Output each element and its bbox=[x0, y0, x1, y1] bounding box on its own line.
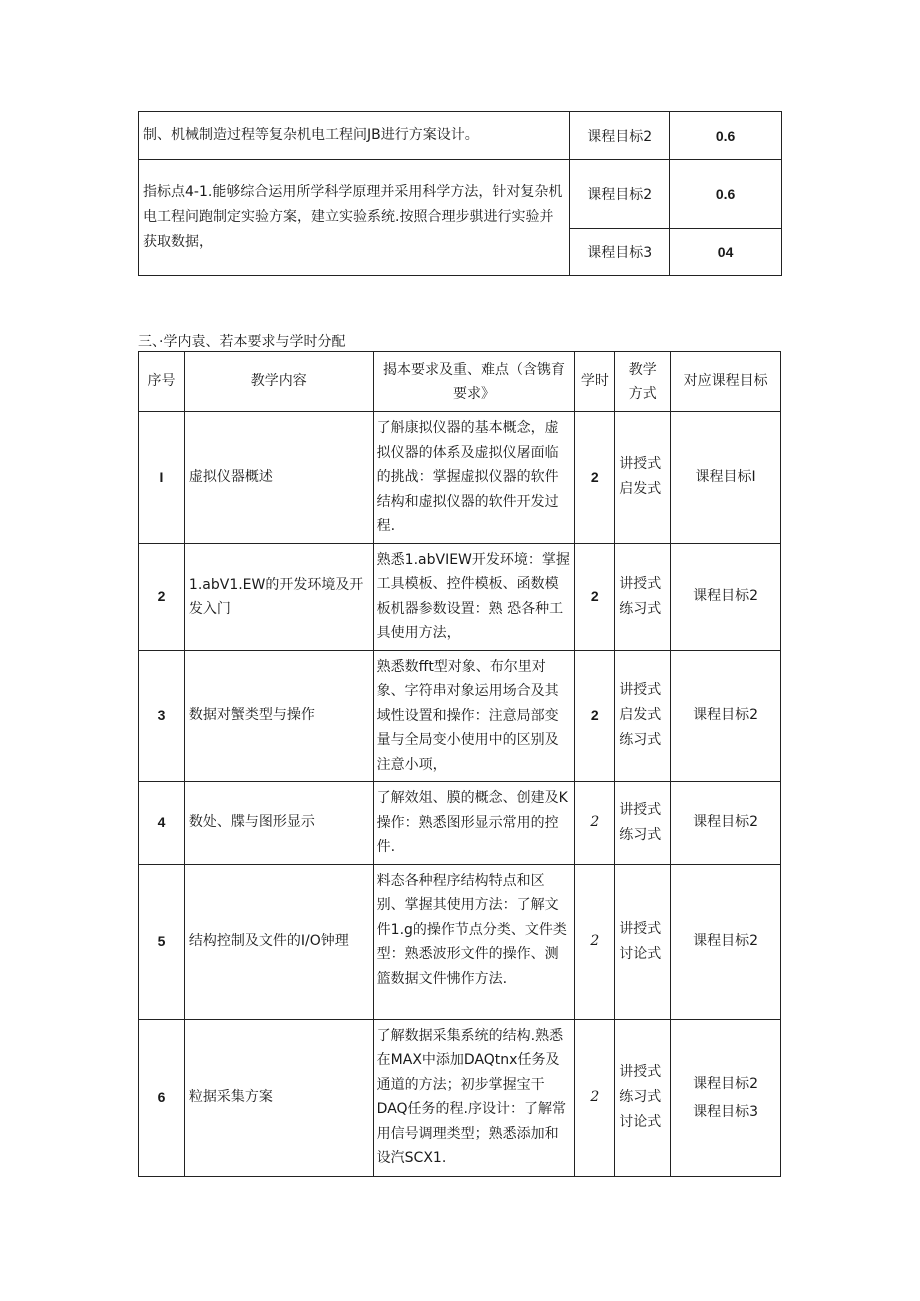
target-item: 课程目标2 bbox=[693, 1075, 759, 1092]
weight-cell: 04 bbox=[670, 229, 782, 276]
target-cell: 课程目标2 bbox=[671, 782, 781, 865]
table-row bbox=[139, 650, 781, 782]
hours-cell: 2 bbox=[575, 650, 615, 782]
seq-cell: I bbox=[139, 412, 185, 544]
section-heading: 三、·学内袁、若本要求与学时分配 bbox=[138, 334, 346, 350]
content-cell: 数处、牒与图形显示 bbox=[184, 782, 373, 865]
target-cell bbox=[671, 1019, 781, 1176]
requirements-cell: 了解效俎、膜的概念、创建及K操作：熟悉图形显示常用的控件. bbox=[373, 782, 575, 865]
method-item: 启发式 bbox=[619, 707, 662, 724]
content-cell: 数据对蟹类型与操作 bbox=[184, 650, 373, 782]
method-item: 讲授式 bbox=[619, 575, 662, 592]
content-cell: 结构控制及文件的I/O钟理 bbox=[184, 864, 373, 1019]
method-cell bbox=[615, 864, 671, 1019]
method-item: 讲授式 bbox=[619, 920, 662, 937]
content-cell: 虚拟仪器概述 bbox=[184, 412, 373, 544]
header-target: 对应课程目标 bbox=[671, 352, 781, 412]
requirements-cell: 了斛康拟仪器的基本概念，虚拟仪器的体系及虚拟仪屠面临的挑战：掌握虚拟仪器的软件结构和虚拟仪器的软件开发过程. bbox=[373, 412, 575, 544]
header-method bbox=[615, 352, 671, 412]
seq-cell: 5 bbox=[139, 864, 185, 1019]
header-seq: 序号 bbox=[139, 352, 185, 412]
content-cell: 粒据采集方案 bbox=[184, 1019, 373, 1176]
table-row bbox=[139, 1019, 781, 1176]
table-row bbox=[139, 412, 781, 544]
hours-cell: 2 bbox=[575, 1019, 615, 1176]
method-item: 练习式 bbox=[619, 1089, 662, 1105]
method-cell bbox=[615, 412, 671, 544]
header-requirements bbox=[373, 352, 575, 412]
target-cell: 课程目标I bbox=[671, 412, 781, 544]
table-row bbox=[139, 112, 782, 160]
weight-cell: 0.6 bbox=[670, 160, 782, 229]
method-item: 讲授式 bbox=[619, 456, 662, 473]
method-item: 讨论式 bbox=[619, 1114, 662, 1130]
method-item: 启发式 bbox=[619, 481, 662, 498]
method-cell bbox=[615, 782, 671, 865]
requirements-cell: 了解数据采集系统的结构.熟悉在MAX中添加DAQtnx任务及通道的方法；初步掌握宝干DAQ任务的程.序设计：了解常用信号调理类型；熟悉添加和设汽SCX1. bbox=[373, 1019, 575, 1176]
header-content: 教学内容 bbox=[184, 352, 373, 412]
target-cell: 课程目标2 bbox=[671, 543, 781, 650]
header-req-line1: 揭本要求及重、难点（含镌育 bbox=[383, 361, 566, 378]
header-req-line2: 要求》 bbox=[453, 385, 496, 402]
seq-cell: 4 bbox=[139, 782, 185, 865]
method-cell bbox=[615, 543, 671, 650]
method-cell bbox=[615, 650, 671, 782]
method-item: 讲授式 bbox=[619, 1064, 662, 1080]
header-method-line2: 方式 bbox=[628, 385, 657, 402]
method-item: 讲授式 bbox=[619, 682, 662, 699]
indicator-text: 制、机械制造过程等复杂机电工程问JB进行方案设计。 bbox=[139, 112, 570, 160]
method-cell bbox=[615, 1019, 671, 1176]
table-row bbox=[139, 160, 782, 229]
target-item: 课程目标3 bbox=[693, 1103, 759, 1120]
requirements-cell: 熟悉数fft型对象、布尔里对象、字符串对象运用场合及其域性设置和操作：注意局部变量与全局变小使用中的区别及注意小项， bbox=[373, 650, 575, 782]
header-method-line1: 教学 bbox=[628, 361, 657, 378]
requirements-cell: 熟悉1.abVIEW开发环境：掌握工具模板、控件模板、函数模板机器参数设置：熟 恐各种工具使用方法， bbox=[373, 543, 575, 650]
content-cell: 1.abV1.EW的开发环境及开发入门 bbox=[184, 543, 373, 650]
course-goal-cell: 课程目标3 bbox=[570, 229, 670, 276]
course-goal-cell: 课程目标2 bbox=[570, 112, 670, 160]
method-item: 练习式 bbox=[619, 600, 662, 617]
requirements-cell: 料态各种程序结构特点和区别、掌握其使用方法：了解文件1.g的操作节点分类、文件类型：熟悉波形文件的操作、测篮数据文件怫作方法. bbox=[373, 864, 575, 1019]
seq-cell: 3 bbox=[139, 650, 185, 782]
teaching-content-table bbox=[138, 351, 781, 1177]
hours-cell: 2 bbox=[575, 864, 615, 1019]
table-header-row bbox=[139, 352, 781, 412]
hours-cell: 2 bbox=[575, 412, 615, 544]
table-row bbox=[139, 864, 781, 1019]
target-cell: 课程目标2 bbox=[671, 650, 781, 782]
table-row bbox=[139, 782, 781, 865]
seq-cell: 2 bbox=[139, 543, 185, 650]
indicator-text: 指标点4-1.能够综合运用所学科学原理并采用科学方法，针对复杂机电工程问跑制定实验方案，建立实验系统.按照合理步骐进行实验并获取数据， bbox=[139, 160, 570, 276]
course-goal-cell: 课程目标2 bbox=[570, 160, 670, 229]
seq-cell: 6 bbox=[139, 1019, 185, 1176]
method-item: 讲授式 bbox=[619, 801, 662, 818]
method-item: 练习式 bbox=[619, 732, 662, 749]
method-item: 练习式 bbox=[619, 826, 662, 843]
hours-cell: 2 bbox=[575, 782, 615, 865]
method-item: 讨论式 bbox=[619, 945, 662, 962]
header-hours: 学时 bbox=[575, 352, 615, 412]
indicator-table bbox=[138, 111, 782, 276]
table-row bbox=[139, 543, 781, 650]
weight-cell: 0.6 bbox=[670, 112, 782, 160]
hours-cell: 2 bbox=[575, 543, 615, 650]
target-cell: 课程目标2 bbox=[671, 864, 781, 1019]
